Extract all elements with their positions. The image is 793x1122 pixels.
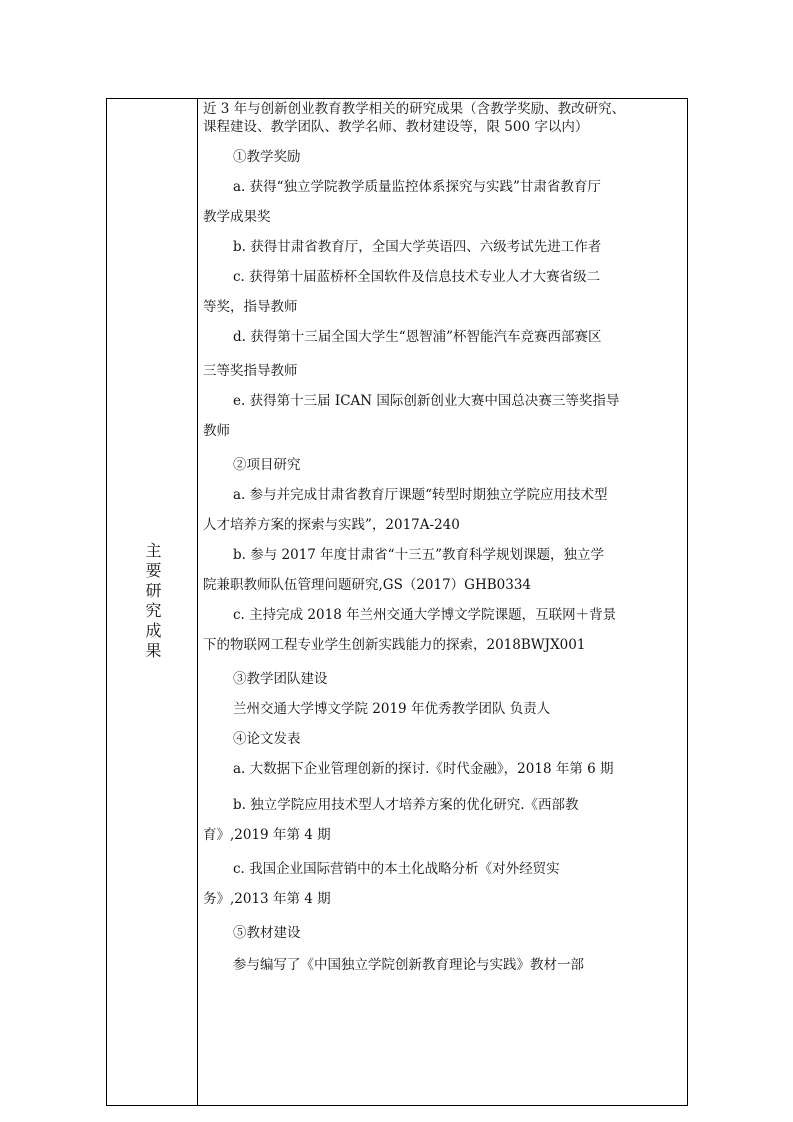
content-line: 三等奖指导教师 <box>203 363 298 379</box>
content-line: 育》,2019 年第 4 期 <box>203 827 331 843</box>
content-line: 课程建设、教学团队、教学名师、教材建设等，限 500 字以内） <box>203 119 589 135</box>
row-label-cell <box>107 99 197 1105</box>
content-line: ②项目研究 <box>233 457 301 473</box>
content-line: 参与编写了《中国独立学院创新教育理论与实践》教材一部 <box>233 957 584 973</box>
content-line: a. 大数据下企业管理创新的探讨.《时代金融》，2018 年第 6 期 <box>233 761 614 777</box>
content-line: c. 我国企业国际营销中的本土化战略分析《对外经贸实 <box>233 861 560 877</box>
content-line: ①教学奖励 <box>233 149 301 165</box>
content-line: 院兼职教师队伍管理问题研究,GS（2017）GHB0334 <box>203 577 532 593</box>
content-line: 近 3 年与创新创业教育教学相关的研究成果（含教学奖励、教改研究、 <box>203 101 626 117</box>
content-line: 务》,2013 年第 4 期 <box>203 891 331 907</box>
content-line: 等奖，指导教师 <box>203 299 298 315</box>
content-line: e. 获得第十三届 ICAN 国际创新创业大赛中国总决赛三等奖指导 <box>233 393 620 409</box>
content-line: 教学成果奖 <box>203 209 271 225</box>
content-line: ⑤教材建设 <box>233 925 301 941</box>
content-line: d. 获得第十三届全国大学生“恩智浦”杯智能汽车竞赛西部赛区 <box>233 329 602 345</box>
content-line: 下的物联网工程专业学生创新实践能力的探索，2018BWJX001 <box>203 637 586 653</box>
content-line: 兰州交通大学博文学院 2019 年优秀教学团队 负责人 <box>233 701 551 717</box>
content-line: a. 获得“独立学院教学质量监控体系探究与实践”甘肃省教育厅 <box>233 179 601 195</box>
content-line: 人才培养方案的探索与实践”，2017A-240 <box>203 517 460 533</box>
form-table <box>106 98 688 1106</box>
content-line: c. 主持完成 2018 年兰州交通大学博文学院课题，互联网＋背景 <box>233 607 617 623</box>
content-line: b. 获得甘肃省教育厅，全国大学英语四、六级考试先进工作者 <box>233 239 602 255</box>
row-label: 主要研究成果 <box>143 542 162 662</box>
content-line: a. 参与并完成甘肃省教育厅课题“转型时期独立学院应用技术型 <box>233 487 608 503</box>
content-line: c. 获得第十届蓝桥杯全国软件及信息技术专业人才大赛省级二 <box>233 269 601 285</box>
column-divider <box>197 99 198 1105</box>
content-line: 教师 <box>203 423 230 439</box>
content-line: ③教学团队建设 <box>233 671 328 687</box>
content-line: b. 独立学院应用技术型人才培养方案的优化研究.《西部教 <box>233 797 579 813</box>
content-line: b. 参与 2017 年度甘肃省“十三五”教育科学规划课题，独立学 <box>233 547 604 563</box>
content-line: ④论文发表 <box>233 731 301 747</box>
